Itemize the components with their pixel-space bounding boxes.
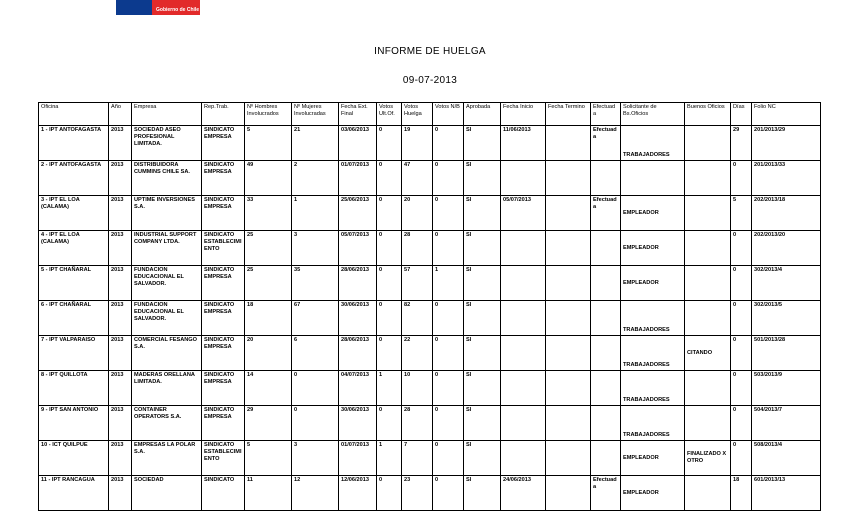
table-cell: 11 - IPT RANCAGUA: [39, 476, 109, 511]
table-cell: 508/2013/4: [752, 441, 821, 476]
table-cell: 2013: [109, 231, 132, 266]
table-cell: Efectuada: [591, 196, 621, 231]
table-cell: SI: [464, 196, 501, 231]
table-cell: SI: [464, 266, 501, 301]
table-cell: CONTAINER OPERATORS S.A.: [132, 406, 202, 441]
table-row: [39, 231, 821, 266]
column-header: Folio NC: [752, 103, 821, 126]
table-cell: [591, 266, 621, 301]
table-cell: 2013: [109, 476, 132, 511]
table-cell: 0: [731, 441, 752, 476]
table-cell: 1: [377, 441, 402, 476]
table-cell: 201/2013/29: [752, 126, 821, 161]
table-cell: SI: [464, 336, 501, 371]
table-cell: FUNDACION EDUCACIONAL EL SALVADOR.: [132, 301, 202, 336]
table-cell: SI: [464, 441, 501, 476]
table-cell: 0: [377, 406, 402, 441]
table-cell: TRABAJADORES: [621, 301, 685, 336]
table-cell: [501, 301, 546, 336]
column-header: Días: [731, 103, 752, 126]
table-cell: 24/06/2013: [501, 476, 546, 511]
table-cell: 0: [377, 476, 402, 511]
table-row: [39, 441, 821, 476]
table-cell: 0: [731, 266, 752, 301]
table-cell: 01/07/2013: [339, 161, 377, 196]
table-cell: 49: [245, 161, 292, 196]
table-cell: 1: [292, 196, 339, 231]
table-cell: [501, 371, 546, 406]
table-cell: [546, 301, 591, 336]
table-cell: 28: [402, 231, 433, 266]
column-header: Rep.Trab.: [202, 103, 245, 126]
table-cell: SINDICATO EMPRESA: [202, 406, 245, 441]
table-cell: SI: [464, 301, 501, 336]
column-header: Fecha Ext. Final: [339, 103, 377, 126]
table-cell: EMPRESAS LA POLAR S.A.: [132, 441, 202, 476]
table-cell: 8 - IPT QUILLOTA: [39, 371, 109, 406]
table-cell: 14: [245, 371, 292, 406]
table-cell: 1: [377, 371, 402, 406]
table-cell: [546, 126, 591, 161]
table-cell: 2013: [109, 161, 132, 196]
table-cell: 0: [731, 161, 752, 196]
table-cell: 0: [433, 196, 464, 231]
table-cell: 28/06/2013: [339, 336, 377, 371]
table-row: [39, 196, 821, 231]
table-cell: 0: [433, 126, 464, 161]
table-cell: 5: [245, 126, 292, 161]
table-cell: 12: [292, 476, 339, 511]
table-cell: [546, 406, 591, 441]
column-header: Nº Mujeres Involucradas: [292, 103, 339, 126]
table-cell: 22: [402, 336, 433, 371]
table-cell: 3: [292, 231, 339, 266]
table-cell: EMPLEADOR: [621, 196, 685, 231]
table-cell: [685, 406, 731, 441]
table-cell: SI: [464, 161, 501, 196]
table-cell: EMPLEADOR: [621, 476, 685, 511]
table-cell: [685, 301, 731, 336]
table-cell: 30/06/2013: [339, 301, 377, 336]
table-cell: TRABAJADORES: [621, 336, 685, 371]
table-cell: 0: [377, 266, 402, 301]
table-cell: [685, 126, 731, 161]
table-cell: 0: [731, 406, 752, 441]
table-cell: [501, 231, 546, 266]
table-cell: SINDICATO EMPRESA: [202, 266, 245, 301]
table-cell: 202/2013/20: [752, 231, 821, 266]
table-cell: 7 - IPT VALPARAISO: [39, 336, 109, 371]
table-cell: 5: [731, 196, 752, 231]
table-cell: 11/06/2013: [501, 126, 546, 161]
table-cell: [501, 161, 546, 196]
table-cell: 28: [402, 406, 433, 441]
column-header: Nº Hombres Involucrados: [245, 103, 292, 126]
table-cell: [591, 336, 621, 371]
table-cell: 20: [402, 196, 433, 231]
table-cell: 3: [292, 441, 339, 476]
table-cell: 6: [292, 336, 339, 371]
table-cell: SOCIEDAD ASEO PROFESIONAL LIMITADA.: [132, 126, 202, 161]
column-header: Empresa: [132, 103, 202, 126]
column-header: Votos Huelga: [402, 103, 433, 126]
table-cell: 4 - IPT EL LOA (CALAMA): [39, 231, 109, 266]
table-cell: 0: [731, 231, 752, 266]
table-cell: 04/07/2013: [339, 371, 377, 406]
table-cell: SINDICATO ESTABLECIMIENTO: [202, 231, 245, 266]
table-row: [39, 406, 821, 441]
table-cell: SINDICATO EMPRESA: [202, 161, 245, 196]
table-cell: [685, 266, 731, 301]
table-cell: 0: [433, 231, 464, 266]
table-row: [39, 266, 821, 301]
table-cell: 21: [292, 126, 339, 161]
table-cell: [501, 406, 546, 441]
table-cell: SINDICATO EMPRESA: [202, 196, 245, 231]
table-cell: 0: [292, 406, 339, 441]
table-cell: 47: [402, 161, 433, 196]
table-cell: 12/06/2013: [339, 476, 377, 511]
table-cell: 9 - IPT SAN ANTONIO: [39, 406, 109, 441]
table-cell: [501, 336, 546, 371]
table-cell: 2013: [109, 266, 132, 301]
table-cell: [501, 441, 546, 476]
column-header: Aprobada: [464, 103, 501, 126]
table-cell: 0: [377, 301, 402, 336]
column-header: Votos Ult.Of.: [377, 103, 402, 126]
table-cell: 6 - IPT CHAÑARAL: [39, 301, 109, 336]
table-cell: SINDICATO: [202, 476, 245, 511]
logo-text: Gobierno de Chile: [156, 7, 200, 13]
table-cell: 0: [377, 161, 402, 196]
table-cell: [546, 161, 591, 196]
table-cell: 05/07/2013: [339, 231, 377, 266]
table-cell: 11: [245, 476, 292, 511]
gobierno-logo: [116, 0, 200, 15]
table-cell: 18: [731, 476, 752, 511]
table-cell: SOCIEDAD: [132, 476, 202, 511]
table-cell: [546, 196, 591, 231]
table-cell: INDUSTRIAL SUPPORT COMPANY LTDA.: [132, 231, 202, 266]
table-cell: SINDICATO EMPRESA: [202, 126, 245, 161]
table-cell: 202/2013/18: [752, 196, 821, 231]
table-cell: 0: [433, 301, 464, 336]
table-cell: 82: [402, 301, 433, 336]
table-cell: 2013: [109, 301, 132, 336]
table-cell: 0: [433, 371, 464, 406]
table-cell: 2 - IPT ANTOFAGASTA: [39, 161, 109, 196]
table-cell: EMPLEADOR: [621, 266, 685, 301]
table-row: [39, 476, 821, 511]
table-cell: [546, 371, 591, 406]
table-cell: TRABAJADORES: [621, 406, 685, 441]
table-cell: 2: [292, 161, 339, 196]
report-title: INFORME DE HUELGA: [374, 46, 486, 57]
table-cell: 01/07/2013: [339, 441, 377, 476]
table-cell: 2013: [109, 336, 132, 371]
table-cell: 0: [731, 301, 752, 336]
table-cell: 2013: [109, 196, 132, 231]
table-cell: 03/06/2013: [339, 126, 377, 161]
table-cell: 0: [377, 231, 402, 266]
table-cell: SI: [464, 126, 501, 161]
table-cell: SINDICATO EMPRESA: [202, 371, 245, 406]
table-cell: 7: [402, 441, 433, 476]
table-cell: 0: [433, 441, 464, 476]
table-cell: 2013: [109, 406, 132, 441]
table-cell: 504/2013/7: [752, 406, 821, 441]
table-cell: 67: [292, 301, 339, 336]
table-cell: 05/07/2013: [501, 196, 546, 231]
table-cell: [546, 231, 591, 266]
table-cell: [591, 371, 621, 406]
table-cell: 1: [433, 266, 464, 301]
table-cell: 19: [402, 126, 433, 161]
table-cell: 3 - IPT EL LOA (CALAMA): [39, 196, 109, 231]
table-cell: SI: [464, 231, 501, 266]
table-cell: 5 - IPT CHAÑARAL: [39, 266, 109, 301]
table-cell: 5: [245, 441, 292, 476]
table-row: [39, 161, 821, 196]
table-cell: CITANDO: [685, 336, 731, 371]
table-cell: 0: [433, 161, 464, 196]
table-cell: MADERAS ORELLANA LIMITADA.: [132, 371, 202, 406]
table-row: [39, 371, 821, 406]
table-cell: SINDICATO EMPRESA: [202, 301, 245, 336]
table-cell: [591, 441, 621, 476]
table-cell: 30/06/2013: [339, 406, 377, 441]
table-cell: TRABAJADORES: [621, 371, 685, 406]
table-cell: 0: [292, 371, 339, 406]
table-cell: 302/2013/5: [752, 301, 821, 336]
table-cell: 0: [377, 126, 402, 161]
table-cell: 20: [245, 336, 292, 371]
table-cell: 57: [402, 266, 433, 301]
table-cell: 33: [245, 196, 292, 231]
table-cell: 201/2013/33: [752, 161, 821, 196]
table-cell: SI: [464, 476, 501, 511]
table-cell: SI: [464, 371, 501, 406]
table-cell: [685, 371, 731, 406]
table-cell: [621, 161, 685, 196]
table-cell: 601/2013/13: [752, 476, 821, 511]
column-header: Solicitante de Bs.Oficios: [621, 103, 685, 126]
table-cell: FINALIZADO X OTRO: [685, 441, 731, 476]
column-header: Buenos Oficios: [685, 103, 731, 126]
table-row: [39, 126, 821, 161]
table-header-row: [39, 103, 821, 126]
column-header: Oficina: [39, 103, 109, 126]
report-date: 09-07-2013: [402, 75, 458, 86]
table-cell: [685, 196, 731, 231]
table-cell: [591, 161, 621, 196]
table-cell: 18: [245, 301, 292, 336]
table-cell: 25: [245, 231, 292, 266]
table-cell: 1 - IPT ANTOFAGASTA: [39, 126, 109, 161]
table-row: [39, 336, 821, 371]
column-header: Fecha Termino: [546, 103, 591, 126]
table-cell: 2013: [109, 441, 132, 476]
table-cell: EMPLEADOR: [621, 231, 685, 266]
table-cell: [685, 476, 731, 511]
table-cell: EMPLEADOR: [621, 441, 685, 476]
table-cell: 2013: [109, 126, 132, 161]
table-cell: UPTIME INVERSIONES S.A.: [132, 196, 202, 231]
table-cell: 29: [731, 126, 752, 161]
table-cell: 28/06/2013: [339, 266, 377, 301]
column-header: Efectuada: [591, 103, 621, 126]
table-cell: 302/2013/4: [752, 266, 821, 301]
table-cell: [591, 231, 621, 266]
table-cell: 501/2013/28: [752, 336, 821, 371]
table-cell: 0: [377, 196, 402, 231]
table-cell: 10 - ICT QUILPUE: [39, 441, 109, 476]
table-cell: [591, 301, 621, 336]
table-cell: 2013: [109, 371, 132, 406]
table-cell: [685, 231, 731, 266]
table-cell: [546, 441, 591, 476]
table-cell: 29: [245, 406, 292, 441]
table-cell: Efectuada: [591, 126, 621, 161]
table-cell: 23: [402, 476, 433, 511]
table-cell: 25/06/2013: [339, 196, 377, 231]
table-cell: 0: [433, 476, 464, 511]
table-cell: TRABAJADORES: [621, 126, 685, 161]
table-cell: FUNDACION EDUCACIONAL EL SALVADOR.: [132, 266, 202, 301]
table-cell: [685, 161, 731, 196]
table-cell: 503/2013/9: [752, 371, 821, 406]
logo-blue-block: [116, 0, 152, 15]
table-cell: SI: [464, 406, 501, 441]
table-cell: 0: [731, 371, 752, 406]
column-header: Año: [109, 103, 132, 126]
column-header: Fecha Inicio: [501, 103, 546, 126]
table-cell: [546, 336, 591, 371]
table-cell: SINDICATO ESTABLECIMIENTO: [202, 441, 245, 476]
table-cell: 10: [402, 371, 433, 406]
table-cell: 0: [433, 406, 464, 441]
table-cell: [591, 406, 621, 441]
table-cell: [501, 266, 546, 301]
table-cell: SINDICATO EMPRESA: [202, 336, 245, 371]
table-cell: [546, 476, 591, 511]
table-row: [39, 301, 821, 336]
table-cell: 0: [433, 336, 464, 371]
table-cell: DISTRIBUIDORA CUMMINS CHILE SA.: [132, 161, 202, 196]
table-cell: 25: [245, 266, 292, 301]
table-cell: 0: [731, 336, 752, 371]
table-cell: [546, 266, 591, 301]
table-cell: COMERCIAL FESANGO S.A.: [132, 336, 202, 371]
table-cell: Efectuada: [591, 476, 621, 511]
table-cell: 35: [292, 266, 339, 301]
table-cell: 0: [377, 336, 402, 371]
column-header: Votos N/B: [433, 103, 464, 126]
